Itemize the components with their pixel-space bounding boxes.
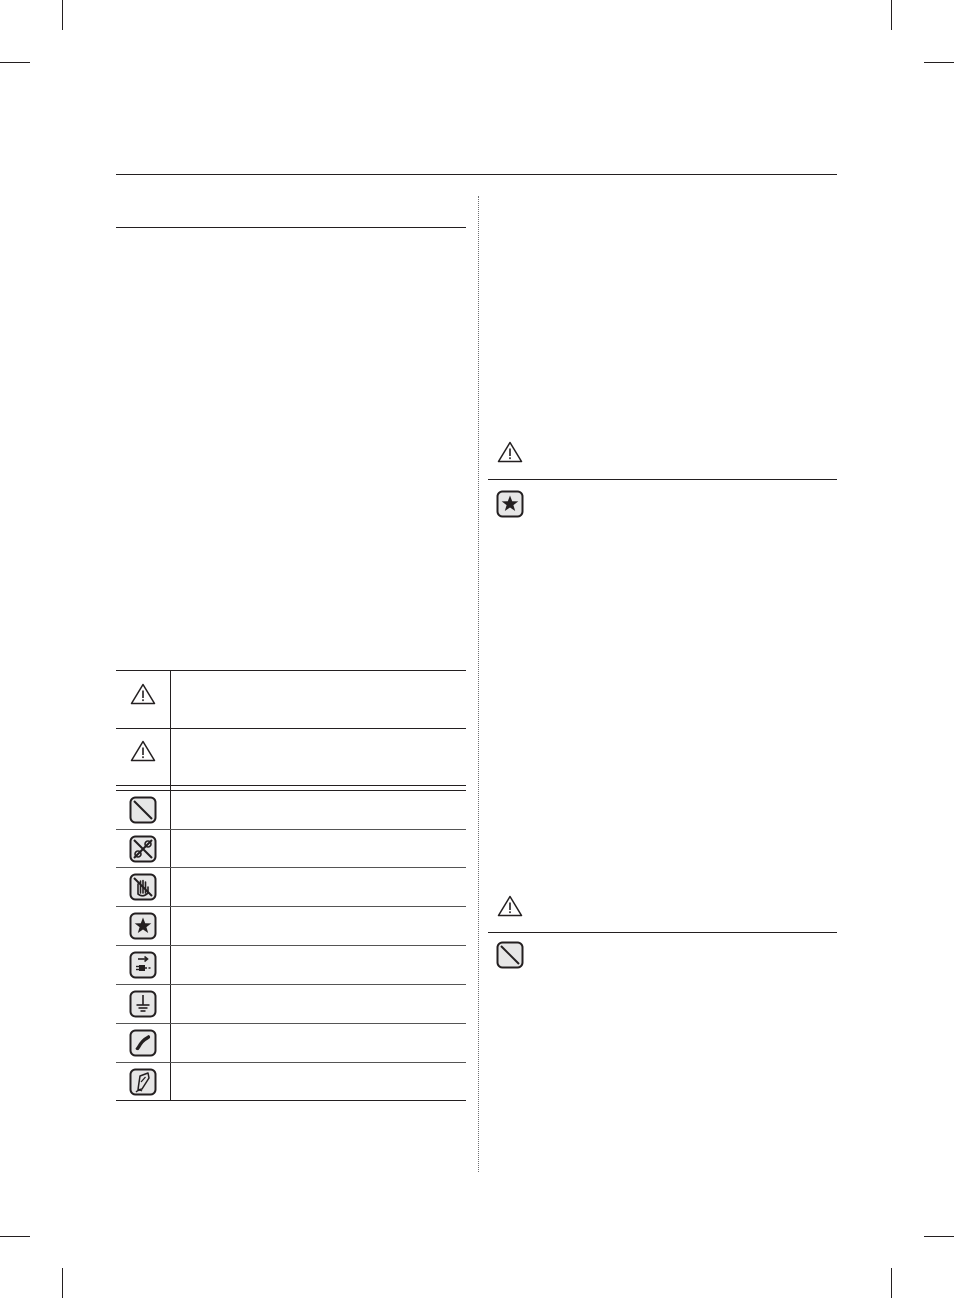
crop-mark-top-right-horizontal [924, 62, 954, 63]
crop-mark-top-right-vertical [891, 0, 892, 30]
contact-service-icon [116, 1024, 170, 1062]
page-header-rule [116, 174, 837, 175]
crop-mark-top-left-horizontal [0, 62, 30, 63]
column-divider [478, 196, 479, 1172]
table-row [116, 791, 466, 829]
warning-icon [497, 895, 523, 917]
table-row [116, 946, 466, 984]
table-row [116, 1024, 466, 1062]
right-section-rule [488, 932, 837, 933]
follow-directions-icon [116, 907, 170, 945]
prohibited-icon [116, 791, 170, 829]
follow-directions-icon [496, 490, 524, 518]
warning-icon [497, 441, 523, 463]
table-row [116, 729, 466, 785]
crop-mark-top-left-vertical [62, 0, 63, 30]
crop-mark-bottom-right-horizontal [924, 1236, 954, 1237]
table-row-separator [116, 785, 466, 786]
warning-icon [116, 671, 170, 716]
prohibited-icon [496, 941, 524, 969]
crop-mark-bottom-right-vertical [891, 1268, 892, 1298]
table-row [116, 830, 466, 867]
do-not-disassemble-icon [116, 830, 170, 867]
safety-symbol-table [116, 670, 466, 1101]
table-row [116, 868, 466, 906]
crop-mark-bottom-left-vertical [62, 1268, 63, 1298]
do-not-touch-icon [116, 868, 170, 906]
note-icon [116, 1063, 170, 1100]
crop-mark-bottom-left-horizontal [0, 1236, 30, 1237]
left-section-heading-rule [116, 227, 466, 228]
table-row [116, 985, 466, 1023]
table-row [116, 671, 466, 728]
right-section-rule [488, 479, 837, 480]
table-row [116, 1063, 466, 1100]
table-bottom-border [116, 1100, 466, 1101]
caution-icon [116, 729, 170, 772]
ground-icon [116, 985, 170, 1023]
unplug-icon [116, 946, 170, 984]
table-row [116, 907, 466, 945]
